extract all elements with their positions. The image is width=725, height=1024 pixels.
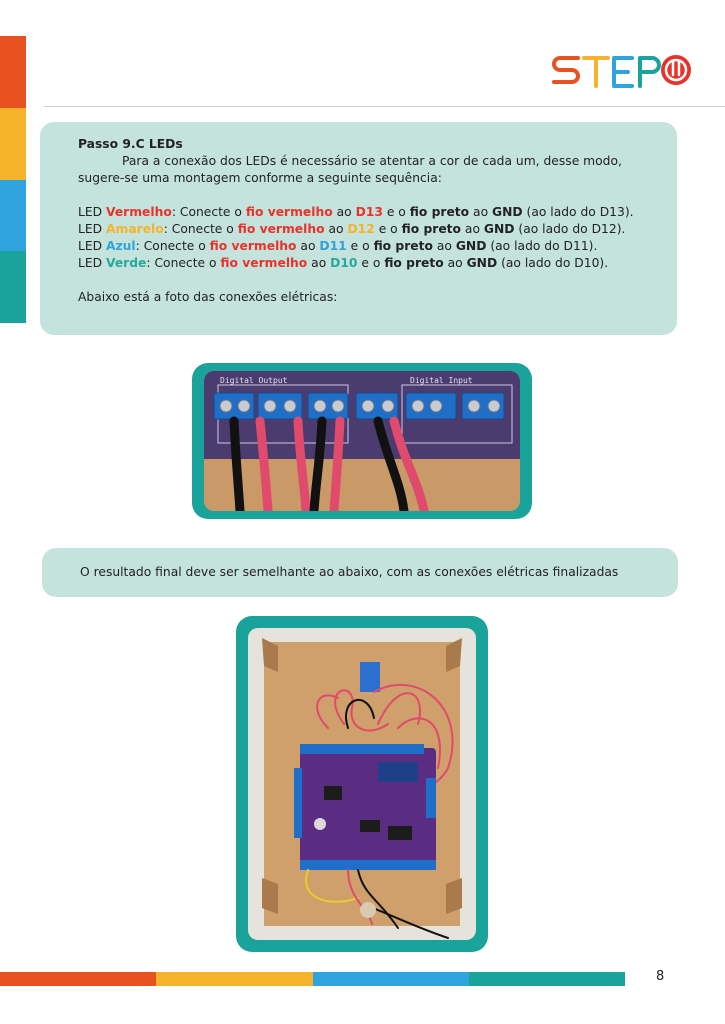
terminal-photo-illustration bbox=[204, 371, 520, 511]
footer-yellow bbox=[156, 972, 312, 986]
step-intro: Para a conexão dos LEDs é necessário se atentar a cor de cada um, desse modo, sugere-se uma montagem conforme a seguinte sequência: bbox=[78, 154, 622, 185]
step-logo bbox=[552, 50, 692, 94]
label-digital-input: Digital Input bbox=[410, 376, 473, 385]
strip-teal bbox=[0, 251, 26, 323]
strip-orange bbox=[0, 36, 26, 108]
final-assembly-photo bbox=[236, 616, 488, 952]
led-color-name: Vermelho bbox=[106, 205, 172, 219]
footer-color-bar bbox=[0, 972, 625, 986]
strip-yellow bbox=[0, 108, 26, 180]
terminal-connections-photo bbox=[192, 363, 532, 519]
side-color-strip bbox=[0, 36, 26, 323]
photo-caption: Abaixo está a foto das conexões elétricas: bbox=[78, 290, 338, 304]
footer-blue bbox=[313, 972, 469, 986]
result-text: O resultado final deve ser semelhante ao abaixo, com as conexões elétricas finalizadas bbox=[80, 565, 619, 579]
circuit-badge-icon bbox=[661, 55, 691, 85]
header-divider bbox=[44, 106, 725, 107]
led-color-name: Verde bbox=[106, 256, 147, 270]
label-digital-output: Digital Output bbox=[220, 376, 288, 385]
logo-text: STEP bbox=[552, 51, 657, 94]
led-line-blue: LED Azul: Conecte o fio vermelho ao D11 e o fio preto ao GND (ao lado do D11). bbox=[78, 239, 598, 253]
final-assembly-illustration bbox=[248, 628, 476, 940]
footer-orange bbox=[0, 972, 156, 986]
step-title: Passo 9.C LEDs bbox=[78, 137, 183, 151]
led-line-yellow: LED Amarelo: Conecte o fio vermelho ao D12 e o fio preto ao GND (ao lado do D12). bbox=[78, 222, 626, 236]
led-line-green: LED Verde: Conecte o fio vermelho ao D10 e o fio preto ao GND (ao lado do D10). bbox=[78, 256, 609, 270]
instruction-box bbox=[40, 122, 677, 335]
strip-blue bbox=[0, 180, 26, 252]
footer-teal bbox=[469, 972, 625, 986]
result-note-box bbox=[42, 548, 678, 597]
led-color-name: Amarelo bbox=[106, 222, 164, 236]
led-line-red: LED Vermelho: Conecte o fio vermelho ao D13 e o fio preto ao GND (ao lado do D13). bbox=[78, 205, 634, 219]
led-color-name: Azul bbox=[106, 239, 136, 253]
page-number: 8 bbox=[656, 969, 665, 984]
